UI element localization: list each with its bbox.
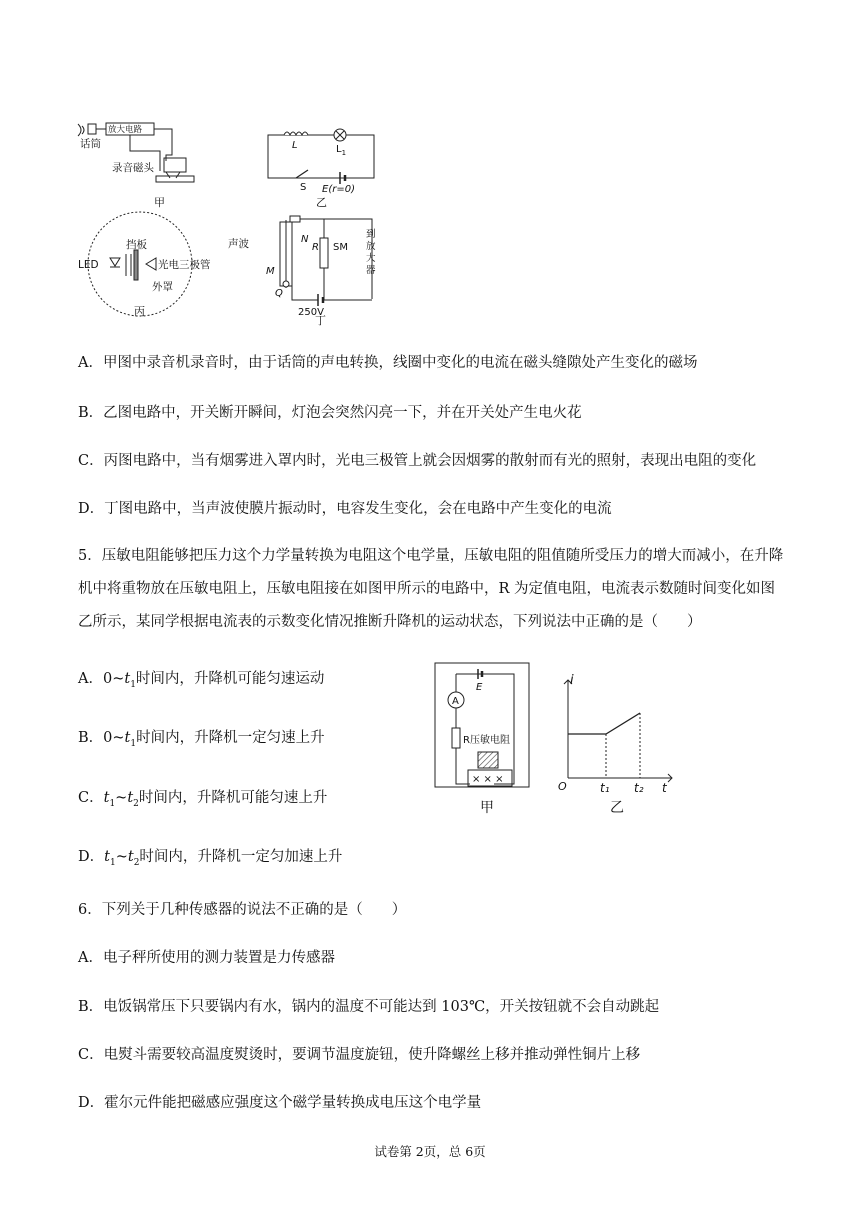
ding-SM-label: SM bbox=[333, 242, 348, 253]
q5-figure-jia bbox=[432, 660, 532, 820]
q5-option-d bbox=[78, 845, 342, 868]
q5-jia-weights-label: × × × bbox=[472, 774, 504, 785]
q5-yi-t1-label: t₁ bbox=[600, 781, 610, 795]
q5-c-sub1: 1 bbox=[109, 798, 116, 809]
q5-jia-E-label: E bbox=[476, 682, 483, 693]
q5-graph-line bbox=[568, 713, 640, 734]
yi-L-label: L bbox=[292, 140, 298, 151]
bing-figure-label: 丙 bbox=[134, 305, 145, 318]
q5-jia-figure-label: 甲 bbox=[480, 800, 494, 816]
q6-option-d: D．霍尔元件能把磁感应强度这个磁学量转换成电压这个电学量 bbox=[78, 1095, 482, 1111]
yi-E-label: E(r=0) bbox=[322, 184, 355, 195]
q5-option-c bbox=[78, 786, 327, 809]
q5-a-sub: 1 bbox=[130, 679, 136, 690]
q6-option-a: A．电子秤所使用的测力装置是力传感器 bbox=[78, 950, 335, 966]
q5-c-t2: t bbox=[127, 790, 134, 806]
q5-d-sub1: 1 bbox=[109, 857, 116, 868]
q5-b-text: 时间内，升降机一定匀速上升 bbox=[136, 730, 325, 746]
q5-d-t2: t bbox=[127, 849, 134, 865]
q5-figure-yi bbox=[554, 670, 684, 820]
figure-yi bbox=[268, 129, 374, 184]
ding-amp-label-1: 到 bbox=[366, 229, 376, 240]
yi-figure-label: 乙 bbox=[316, 196, 327, 209]
ding-amp-label-4: 器 bbox=[366, 265, 376, 276]
jia-head-label: 录音磁头 bbox=[112, 162, 154, 174]
bing-cover-label: 外罩 bbox=[152, 281, 173, 293]
ding-N-label: N bbox=[301, 234, 309, 245]
q4-option-b: B．乙图电路中，开关断开瞬间，灯泡会突然闪亮一下，并在开关处产生电火花 bbox=[78, 405, 582, 421]
q5-d-prefix: D． bbox=[78, 849, 105, 865]
q5-b-prefix: B．0~ bbox=[78, 730, 125, 746]
ding-wave-label: 声波 bbox=[228, 238, 249, 250]
ding-Q-label: Q bbox=[275, 288, 283, 299]
q5-option-b bbox=[78, 726, 325, 749]
q6-option-b: B．电饭锅常压下只要锅内有水，锅内的温度不可能达到 103℃，开关按钮就不会自动跳起 bbox=[78, 999, 660, 1015]
bing-photo-label: 光电三极管 bbox=[158, 259, 211, 271]
q5-b-t: t bbox=[124, 730, 131, 746]
q4-option-c: C．丙图电路中，当有烟雾进入罩内时，光电三极管上就会因烟雾的散射而有光的照射，表现出电阻的变化 bbox=[78, 453, 757, 469]
q4-option-d: D．丁图电路中，当声波使膜片振动时，电容发生变化，会在电路中产生变化的电流 bbox=[78, 501, 612, 517]
bing-LED-label: LED bbox=[78, 259, 99, 271]
ding-amp-label-3: 大 bbox=[366, 253, 376, 264]
figure-ding bbox=[280, 216, 372, 306]
q5-c-text: 时间内，升降机可能匀速上升 bbox=[138, 790, 328, 806]
ding-M-label: M bbox=[266, 266, 275, 277]
q5-c-t1: t bbox=[103, 790, 110, 806]
ding-amp-label-2: 放 bbox=[366, 241, 376, 252]
q5-d-sub2: 2 bbox=[133, 857, 140, 868]
q5-d-tilde: ~ bbox=[115, 849, 128, 865]
q5-stem: 5．压敏电阻能够把压力这个力学量转换为电阻这个电学量，压敏电阻的阻值随所受压力的增大而减小，在升降机中将重物放在压敏电阻上，压敏电阻接在如图甲所示的电路中，R 为定值电阻，电流表示数随时间变化如图乙所示，某同学根据电流表的示数变化情况推断升降机的运动状态，下列说法中正确的是（ ） bbox=[78, 548, 784, 630]
q5-a-text: 时间内，升降机可能匀速运动 bbox=[135, 671, 325, 687]
q5-c-tilde: ~ bbox=[115, 790, 128, 806]
jia-amp-label: 放大电路 bbox=[108, 125, 143, 135]
q5-c-prefix: C． bbox=[78, 790, 104, 806]
jia-figure-label: 甲 bbox=[154, 196, 165, 209]
yi-S-label: S bbox=[300, 182, 307, 193]
q5-jia-resistor-label: R压敏电阻 bbox=[463, 735, 510, 746]
q5-c-sub2: 2 bbox=[133, 798, 139, 809]
q5-option-a bbox=[78, 667, 324, 690]
bing-board-label: 挡板 bbox=[126, 239, 147, 251]
q6-stem: 6．下列关于几种传感器的说法不正确的是（ ） bbox=[78, 902, 407, 918]
q5-d-t1: t bbox=[104, 849, 110, 865]
q4-figures bbox=[70, 110, 400, 330]
q5-yi-figure-label: 乙 bbox=[610, 800, 624, 816]
q5-yi-origin-label: O bbox=[558, 780, 567, 793]
page-footer: 试卷第 2页，总 6页 bbox=[374, 1144, 486, 1159]
ding-figure-label: 丁 bbox=[315, 314, 326, 327]
q4-option-a: A．甲图中录音机录音时，由于话筒的声电转换，线圈中变化的电流在磁头缝隙处产生变化的磁场 bbox=[78, 355, 698, 371]
q5-jia-ammeter-label: A bbox=[452, 696, 459, 707]
q5-a-t: t bbox=[124, 671, 131, 687]
jia-mic-label: 话筒 bbox=[80, 138, 101, 150]
ding-R-label: R bbox=[312, 242, 319, 253]
yi-L1-label: $L_1$ bbox=[336, 144, 347, 157]
q5-yi-yaxis-label: i bbox=[570, 673, 574, 688]
q5-d-text: 时间内，升降机一定匀加速上升 bbox=[139, 849, 343, 865]
q5-a-prefix: A．0~ bbox=[78, 671, 125, 687]
q5-yi-t2-label: t₂ bbox=[634, 781, 644, 795]
ding-voltage-label: 250V bbox=[298, 307, 324, 318]
q6-option-c: C．电熨斗需要较高温度熨烫时，要调节温度旋钮，使升降螺丝上移并推动弹性铜片上移 bbox=[78, 1047, 641, 1063]
q5-b-sub: 1 bbox=[130, 738, 137, 749]
q5-yi-xaxis-label: t bbox=[662, 781, 667, 795]
